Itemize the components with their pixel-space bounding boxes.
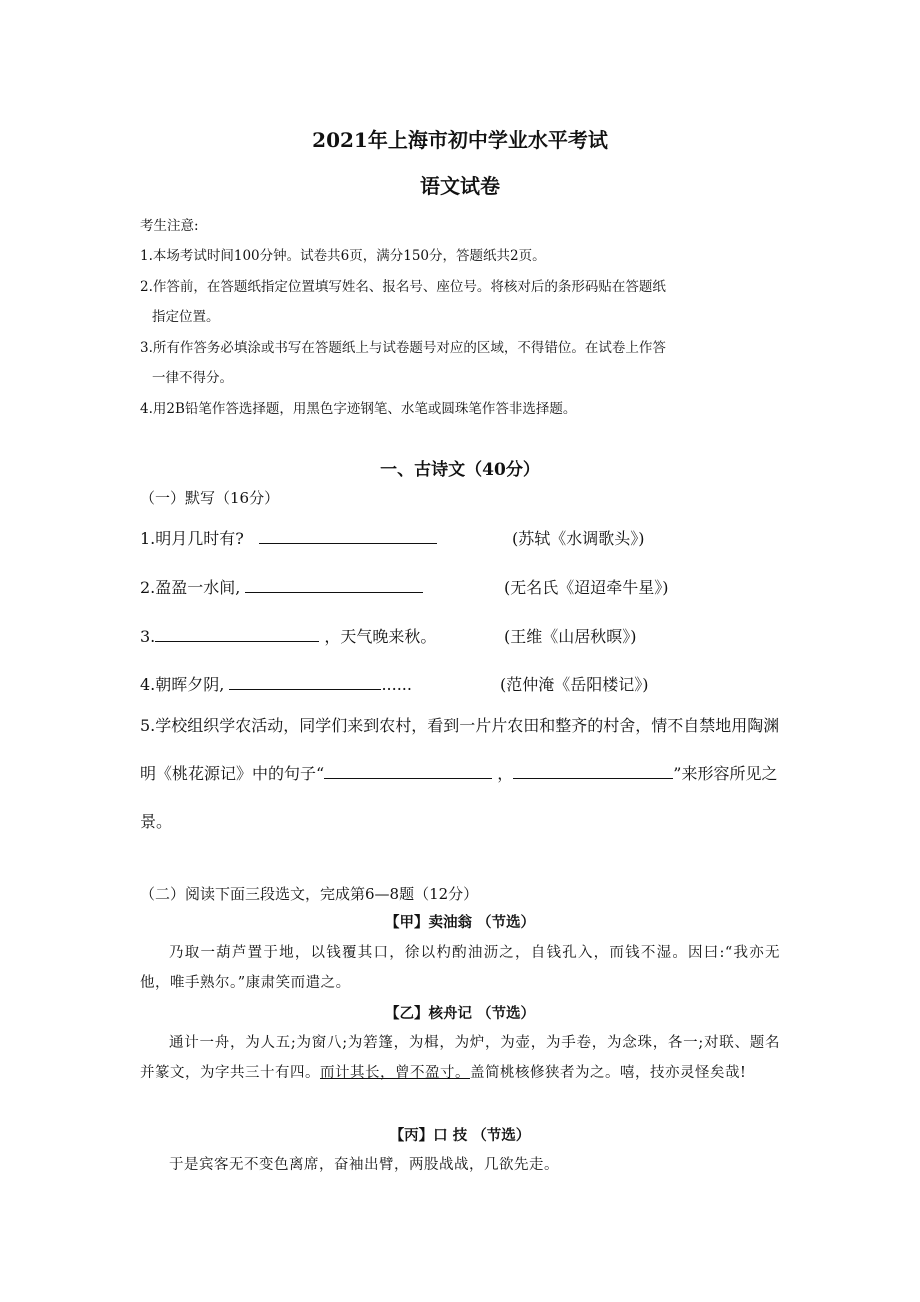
q2-answer-blank[interactable] (245, 578, 423, 593)
passage-jia-title: 【甲】卖油翁 （节选） (384, 914, 536, 931)
q3-suffix: ，天气晚来秋。 (324, 627, 437, 646)
question-3 (140, 624, 436, 647)
notice-item-1: 1.本场考试时间100分钟。试卷共6页，满分150分，答题纸共2页。 (140, 248, 546, 264)
question-2 (140, 575, 423, 598)
question-4 (140, 672, 412, 695)
passage-yi-text (140, 1028, 780, 1088)
q5-answer-blank-2[interactable] (513, 762, 673, 779)
q3-answer-blank[interactable] (155, 627, 319, 642)
notice-item-3: 3.所有作答务必填涂或书写在答题纸上与试卷题号对应的区域，不得错位。在试卷上作答 (140, 340, 666, 356)
q5-separator: ， (497, 764, 514, 783)
notice-item-2-cont: 指定位置。 (152, 309, 220, 325)
q3-prefix: 3. (140, 627, 156, 646)
passage-yi-title: 【乙】核舟记 （节选） (384, 1005, 536, 1022)
passage-jia-text: 乃取一葫芦置于地，以钱覆其口，徐以杓酌油沥之，自钱孔入，而钱不湿。因曰:“我亦无他，唯手熟尔。”康肃笑而遣之。 (140, 945, 780, 991)
q4-prefix: 4.朝晖夕阴, (140, 675, 225, 694)
passage-yi-text-b: 盖简桃核修狭者为之。嘻，技亦灵怪矣哉! (470, 1065, 747, 1081)
q2-source: (无名氏《迢迢牵牛星》) (504, 578, 669, 597)
question-1 (140, 526, 437, 549)
exam-subtitle: 语文试卷 (420, 174, 500, 198)
notice-item-3-cont: 一律不得分。 (152, 370, 233, 386)
section-title: 一、古诗文（40分） (380, 460, 540, 480)
q5-answer-blank-1[interactable] (324, 762, 492, 779)
q1-prefix: 1.明月几时有? (140, 529, 244, 548)
part2-heading: （二）阅读下面三段选文，完成第6—8题（12分） (140, 885, 479, 903)
q1-answer-blank[interactable] (259, 529, 437, 544)
q4-suffix: ...... (381, 675, 412, 694)
notice-item-4: 4.用2B铅笔作答选择题，用黑色字迹钢笔、水笔或圆珠笔作答非选择题。 (140, 401, 577, 417)
q1-source: (苏轼《水调歌头》) (512, 529, 645, 548)
notice-item-2: 2.作答前，在答题纸指定位置填写姓名、报名号、座位号。将核对后的条形码贴在答题纸 (140, 279, 666, 295)
q4-source: (范仲淹《岳阳楼记》) (500, 675, 649, 694)
notice-heading: 考生注意: (140, 218, 199, 234)
passage-bing-text: 于是宾客无不变色离席，奋袖出臂，两股战战，几欲先走。 (169, 1157, 559, 1173)
q5-text-a: 5.学校组织学农活动，同学们来到农村，看到一片片农田和整齐的村舍，情不自禁地用陶渊明《桃花源记》中的句子“ (140, 716, 780, 783)
question-5 (140, 702, 780, 846)
exam-title: 2021年上海市初中学业水平考试 (312, 128, 608, 152)
q5-text-b: ”来形容所见之景。 (140, 764, 778, 831)
q2-prefix: 2.盈盈一水间, (140, 578, 241, 597)
passage-yi-text-a: 通计一舟，为人五;为窗八;为箬篷，为楫，为炉，为壶，为手卷，为念珠，各一;对联、题名并篆文，为字共三十有四。 (140, 1035, 780, 1081)
part1-heading: （一）默写（16分） (140, 489, 280, 507)
q4-answer-blank[interactable] (229, 675, 381, 690)
passage-bing-title: 【丙】口 技 （节选） (389, 1127, 531, 1144)
q3-source: (王维《山居秋暝》) (504, 627, 637, 646)
passage-yi-underlined: 而计其长，曾不盈寸。 (320, 1065, 470, 1081)
